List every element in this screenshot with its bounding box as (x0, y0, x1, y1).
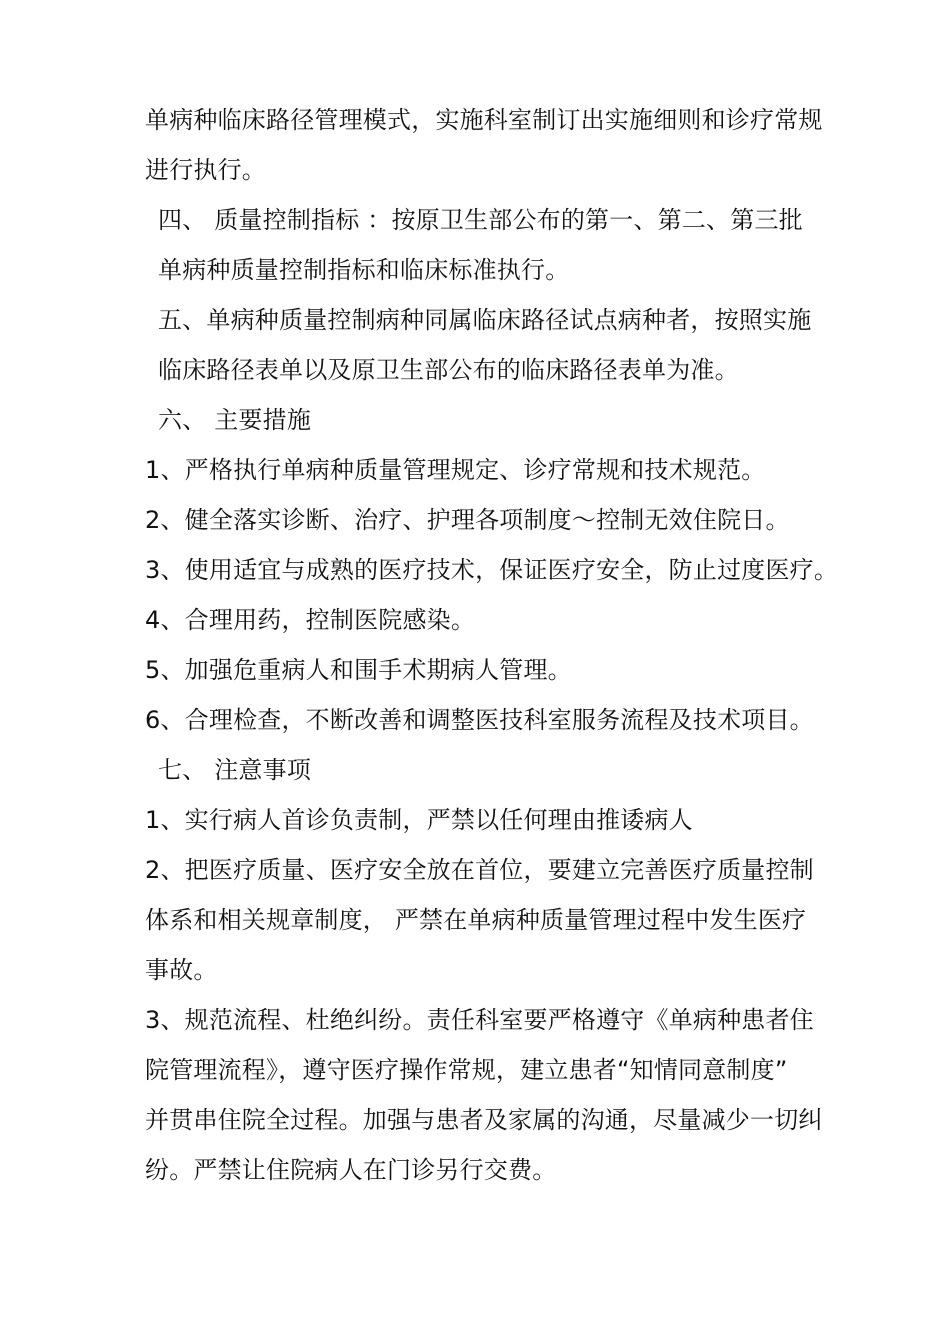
section-six-heading: 六、 主要措施 (158, 406, 312, 434)
list-item: 1、实行病人首诊负责制，严禁以任何理由推诿病人 (145, 806, 693, 834)
list-item: 5、加强危重病人和围手术期病人管理。 (145, 656, 572, 684)
section-five-line: 五、单病种质量控制病种同属临床路径试点病种者，按照实施 (158, 306, 812, 334)
list-item: 1、严格执行单病种质量管理规定、诊疗常规和技术规范。 (145, 456, 766, 484)
text-line: 体系和相关规章制度， 严禁在单病种质量管理过程中发生医疗 (145, 906, 807, 934)
text-line: 院管理流程》，遵守医疗操作常规，建立患者“知情同意制度” (145, 1056, 788, 1084)
text-line: 纷。严禁让住院病人在门诊另行交费。 (145, 1156, 557, 1184)
section-four-heading-line: 四、 质量控制指标 ：按原卫生部公布的第一、第二、第三批 (158, 206, 803, 234)
list-item: 3、使用适宜与成熟的医疗技术，保证医疗安全，防止过度医疗。 (145, 556, 839, 584)
list-item: 6、合理检查，不断改善和调整医技科室服务流程及技术项目。 (145, 706, 814, 734)
list-item: 2、把医疗质量、医疗安全放在首位，要建立完善医疗质量控制 (145, 856, 814, 884)
text-line: 进行执行。 (145, 156, 266, 184)
list-item: 3、规范流程、杜绝纠纷。责任科室要严格遵守《单病种患者住 (145, 1006, 814, 1034)
text-line: 单病种质量控制指标和临床标准执行。 (158, 256, 570, 284)
section-seven-heading: 七、 注意事项 (158, 756, 312, 784)
text-line: 并贯串住院全过程。加强与患者及家属的沟通，尽量减少一切纠 (145, 1106, 823, 1134)
text-line: 临床路径表单以及原卫生部公布的临床路径表单为准。 (158, 356, 739, 384)
text-line: 事故。 (145, 956, 218, 984)
text-line: 单病种临床路径管理模式，实施科室制订出实施细则和诊疗常规 (145, 106, 823, 134)
list-item: 2、健全落实诊断、治疗、护理各项制度～控制无效住院日。 (145, 506, 790, 534)
list-item: 4、合理用药，控制医院感染。 (145, 606, 476, 634)
